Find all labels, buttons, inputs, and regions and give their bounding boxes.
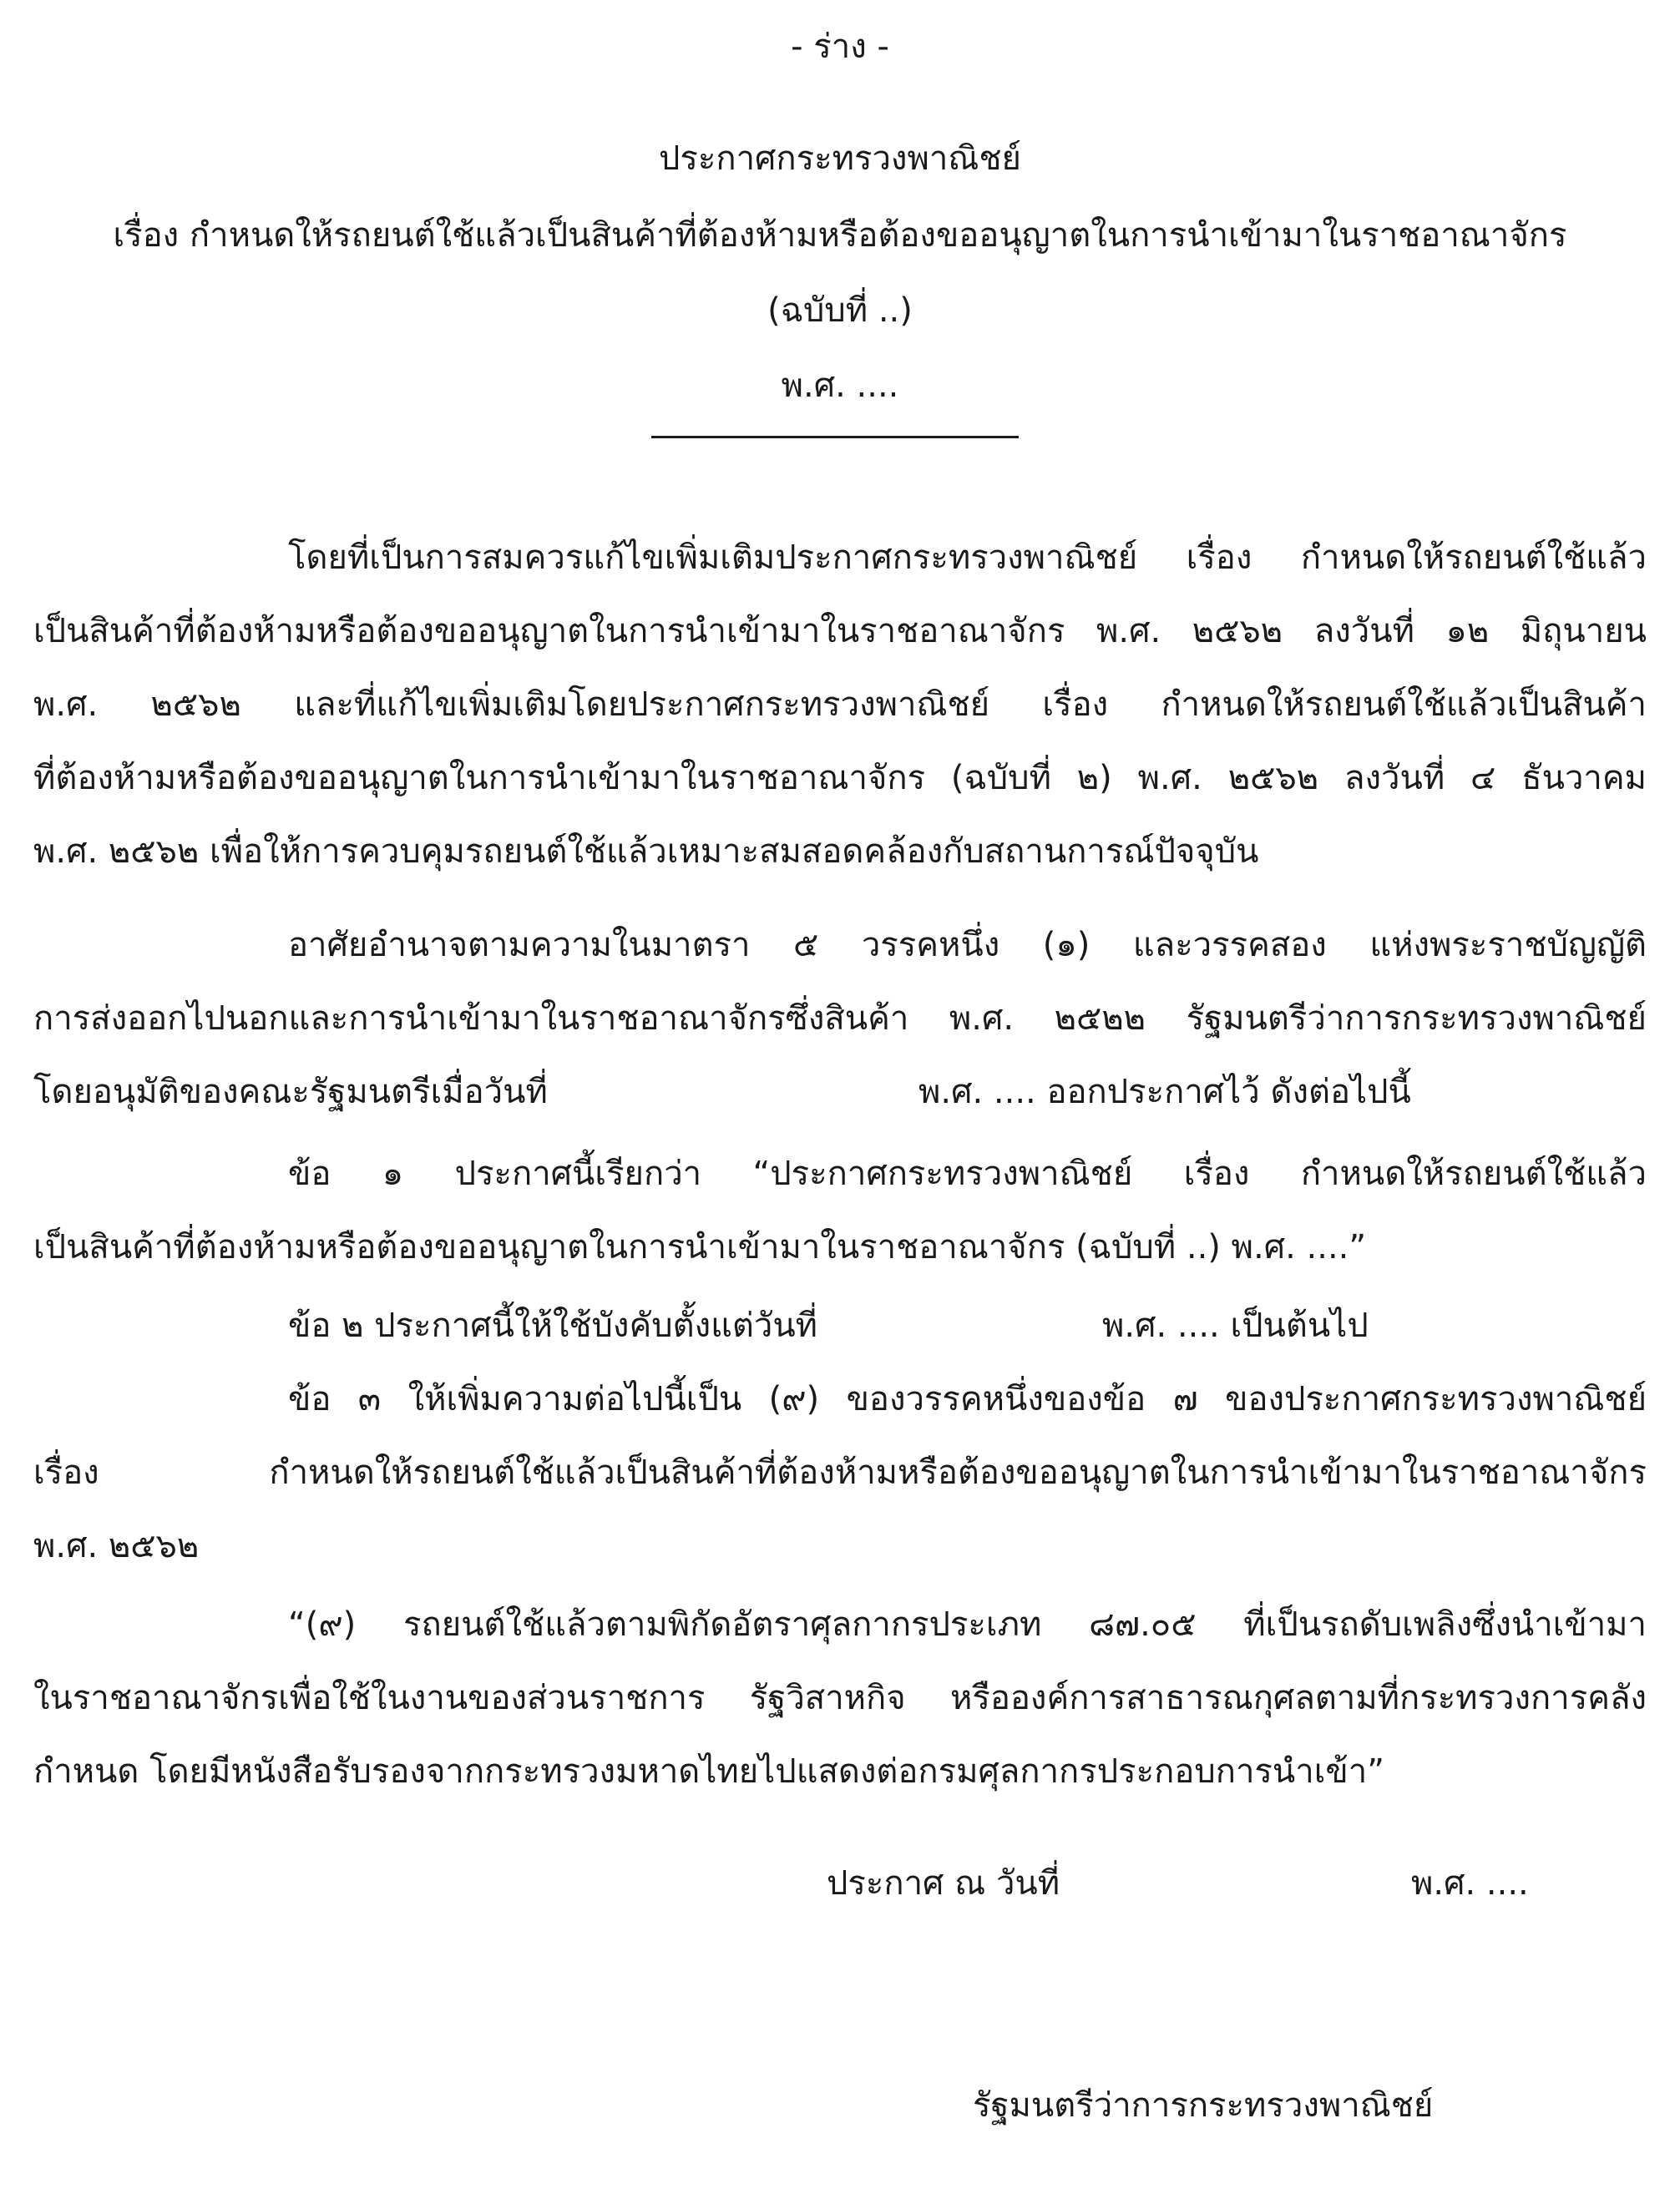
inserted-text-line: กำหนด โดยมีหนังสือรับรองจากกระทรวงมหาดไทยไปแสดงต่อกรมศุลกากรประกอบการนำเข้า” [33,1752,1384,1791]
clause-3-line: พ.ศ. ๒๕๖๒ [33,1527,200,1565]
clause-1-line: เป็นสินค้าที่ต้องห้ามหรือต้องขออนุญาตในการนำเข้ามาในราชอาณาจักร (ฉบับที่ ..) พ.ศ. ....” [33,1228,1367,1266]
clause-3-line: ข้อ ๓ ให้เพิ่มความต่อไปนี้เป็น (๙) ของวรรคหนึ่งของข้อ ๗ ของประกาศกระทรวงพาณิชย์ [288,1380,1647,1418]
inserted-text-line: “(๙) รถยนต์ใช้แล้วตามพิกัดอัตราศุลกากรประเภท ๘๗.๐๕ ที่เป็นรถดับเพลิงซึ่งนำเข้ามา [288,1605,1647,1644]
announcement-date-year: พ.ศ. .... [1411,1864,1529,1903]
document-subject: เรื่อง กำหนดให้รถยนต์ใช้แล้วเป็นสินค้าที่ต้องห้ามหรือต้องขออนุญาตในการนำเข้ามาในราชอาณาจักร [113,216,1567,255]
document-title: ประกาศกระทรวงพาณิชย์ [659,139,1021,178]
preamble-line: เป็นสินค้าที่ต้องห้ามหรือต้องขออนุญาตในการนำเข้ามาในราชอาณาจักร พ.ศ. ๒๕๖๒ ลงวันที่ ๑๒ มิถุนายน [33,612,1647,650]
approval-date-prefix: โดยอนุมัติของคณะรัฐมนตรีเมื่อวันที่ [33,1073,548,1111]
title-divider [651,436,1019,438]
document-year: พ.ศ. .... [781,367,899,405]
clause-2-suffix: พ.ศ. .... เป็นต้นไป [1102,1307,1369,1345]
draft-label: - ร่าง - [791,28,889,66]
clause-1-line: ข้อ ๑ ประกาศนี้เรียกว่า “ประกาศกระทรวงพาณิชย์ เรื่อง กำหนดให้รถยนต์ใช้แล้ว [288,1155,1647,1193]
preamble-line: โดยที่เป็นการสมควรแก้ไขเพิ่มเติมประกาศกระทรวงพาณิชย์ เรื่อง กำหนดให้รถยนต์ใช้แล้ว [288,538,1647,577]
authority-line: การส่งออกไปนอกและการนำเข้ามาในราชอาณาจักรซึ่งสินค้า พ.ศ. ๒๕๒๒ รัฐมนตรีว่าการกระทรวงพาณิชย์ [33,999,1647,1038]
announcement-date-prefix: ประกาศ ณ วันที่ [827,1864,1060,1903]
preamble-line: พ.ศ. ๒๕๖๒ และที่แก้ไขเพิ่มเติมโดยประกาศกระทรวงพาณิชย์ เรื่อง กำหนดให้รถยนต์ใช้แล้วเป็นสินค้า [33,685,1647,724]
clause-2-prefix: ข้อ ๒ ประกาศนี้ให้ใช้บังคับตั้งแต่วันที่ [288,1307,818,1345]
document-edition: (ฉบับที่ ..) [767,291,913,330]
preamble-line: ที่ต้องห้ามหรือต้องขออนุญาตในการนำเข้ามาในราชอาณาจักร (ฉบับที่ ๒) พ.ศ. ๒๕๖๒ ลงวันที่ ๔ ธันวาคม [33,759,1647,797]
signer-title: รัฐมนตรีว่าการกระทรวงพาณิชย์ [973,2086,1434,2125]
approval-date-suffix: พ.ศ. .... ออกประกาศไว้ ดังต่อไปนี้ [918,1073,1411,1111]
preamble-line: พ.ศ. ๒๕๖๒ เพื่อให้การควบคุมรถยนต์ใช้แล้วเหมาะสมสอดคล้องกับสถานการณ์ปัจจุบัน [33,832,1259,871]
inserted-text-line: ในราชอาณาจักรเพื่อใช้ในงานของส่วนราชการ รัฐวิสาหกิจ หรือองค์การสาธารณกุศลตามที่กระทรวงการคลัง [33,1679,1647,1717]
authority-line: อาศัยอำนาจตามความในมาตรา ๕ วรรคหนึ่ง (๑) และวรรคสอง แห่งพระราชบัญญัติ [288,926,1647,964]
clause-3-line: เรื่อง กำหนดให้รถยนต์ใช้แล้วเป็นสินค้าที่ต้องห้ามหรือต้องขออนุญาตในการนำเข้ามาในราชอาณาจักร [33,1453,1647,1492]
